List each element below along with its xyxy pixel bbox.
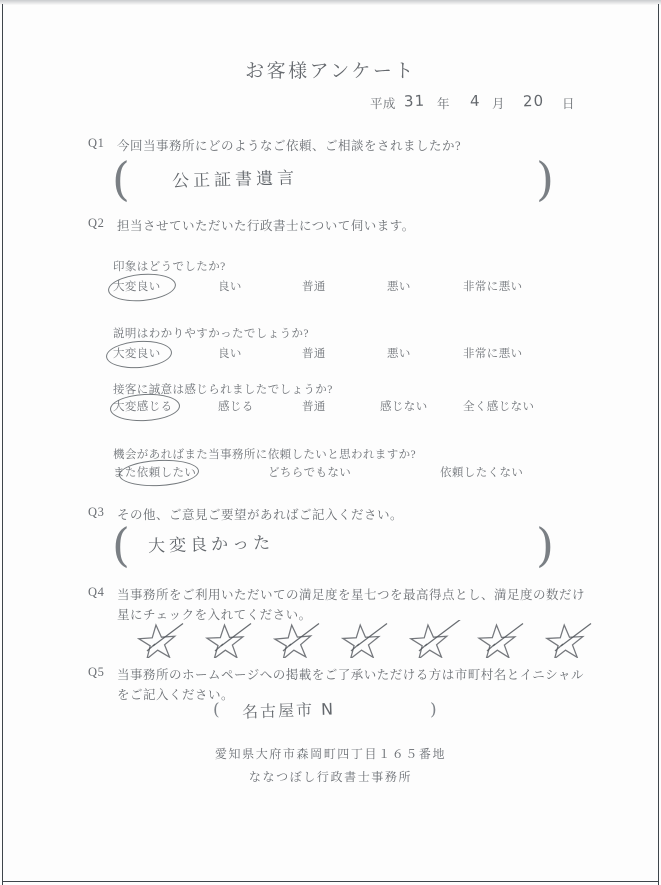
q2-sub3-option-0[interactable]: 大変感じる: [113, 401, 173, 413]
footer-office-name: ななつぼし行政書士事務所: [248, 770, 413, 784]
date-day-unit: 日: [562, 97, 575, 111]
q2-sub4-option-0[interactable]: また依頼したい: [113, 467, 197, 479]
q2-sub3-option-1[interactable]: 感じる: [218, 401, 254, 413]
q2-sub2-option-4[interactable]: 非常に悪い: [463, 348, 523, 360]
q2-sub3-option-3[interactable]: 感じない: [380, 401, 428, 413]
star-1[interactable]: [137, 620, 177, 658]
q2-sub4-option-2[interactable]: 依頼したくない: [440, 467, 524, 479]
q2-sub2-text: 説明はわかりやすかったでしょうか?: [113, 328, 309, 340]
star-5[interactable]: [409, 620, 449, 658]
q2-label: Q2: [88, 216, 105, 230]
star-rating-row[interactable]: [0, 620, 661, 660]
star-4[interactable]: [341, 620, 381, 658]
q4-text-line1: 当事務所をご利用いただいての満足度を星七つを最高得点とし、満足度の数だけ: [117, 588, 586, 602]
q2-sub2-option-1[interactable]: 良い: [218, 348, 242, 360]
q4-text-line2: 星にチェックを入れてください。: [117, 608, 312, 622]
q2-text: 担当させていただいた行政書士について伺います。: [117, 219, 415, 233]
date-era: 平成: [370, 97, 396, 111]
q1-open-paren: (: [112, 152, 130, 206]
q2-sub1-option-1[interactable]: 良い: [218, 281, 242, 293]
q2-sub1-option-4[interactable]: 非常に悪い: [463, 281, 523, 293]
date-month-value: 4: [469, 91, 481, 111]
star-7[interactable]: [545, 620, 585, 658]
q2-sub2-option-0[interactable]: 大変良い: [113, 348, 161, 360]
date-month-unit: 月: [492, 97, 505, 111]
q2-sub1-option-3[interactable]: 悪い: [387, 281, 411, 293]
q1-close-paren: ): [536, 152, 554, 206]
q1-label: Q1: [88, 136, 105, 150]
page-title: お客様アンケート: [245, 61, 416, 82]
q3-text: その他、ご意見ご要望があればご記入ください。: [117, 508, 404, 522]
q2-sub1-option-0[interactable]: 大変良い: [113, 281, 161, 293]
date-day-value: 20: [522, 91, 545, 111]
q2-sub2-option-3[interactable]: 悪い: [387, 348, 411, 360]
q2-sub2-option-2[interactable]: 普通: [302, 348, 326, 360]
date-year-unit: 年: [437, 97, 450, 111]
q3-label: Q3: [88, 505, 105, 519]
q3-open-paren: (: [112, 518, 130, 572]
q3-answer: 大変良かった: [147, 533, 275, 557]
q4-label: Q4: [88, 585, 105, 599]
q5-answer: 名古屋市 N: [241, 699, 336, 722]
q2-sub1-text: 印象はどうでしたか?: [113, 261, 226, 273]
q1-answer: 公正証書遺言: [171, 168, 299, 192]
q2-sub3-option-4[interactable]: 全く感じない: [463, 401, 535, 413]
star-6[interactable]: [477, 620, 517, 658]
q5-open-paren: (: [213, 700, 220, 720]
star-2[interactable]: [205, 620, 245, 658]
q5-text-line1: 当事務所のホームページへの掲載をご了承いただける方は市町村名とイニシャル: [117, 668, 585, 682]
q2-sub4-text: 機会があればまた当事務所に依頼したいと思われますか?: [113, 449, 417, 461]
q2-sub3-text: 接客に誠意は感じられましたでしょうか?: [113, 384, 333, 396]
q2-sub4-option-1[interactable]: どちらでもない: [268, 467, 352, 479]
q1-text: 今回当事務所にどのようなご依頼、ご相談をされましたか?: [117, 139, 462, 153]
scan-top-strip: [0, 0, 661, 5]
footer-address: 愛知県大府市森岡町四丁目１６５番地: [214, 747, 447, 761]
date-year-value: 31: [403, 91, 426, 111]
q2-sub3-option-2[interactable]: 普通: [302, 401, 326, 413]
q5-label: Q5: [88, 665, 105, 679]
star-3[interactable]: [273, 620, 313, 658]
scan-bottom-edge: [2, 881, 659, 882]
q5-close-paren: ): [430, 700, 437, 720]
q2-sub1-option-2[interactable]: 普通: [302, 281, 326, 293]
q3-close-paren: ): [536, 518, 554, 572]
q5-text-line2: をご記入ください。: [117, 688, 235, 702]
